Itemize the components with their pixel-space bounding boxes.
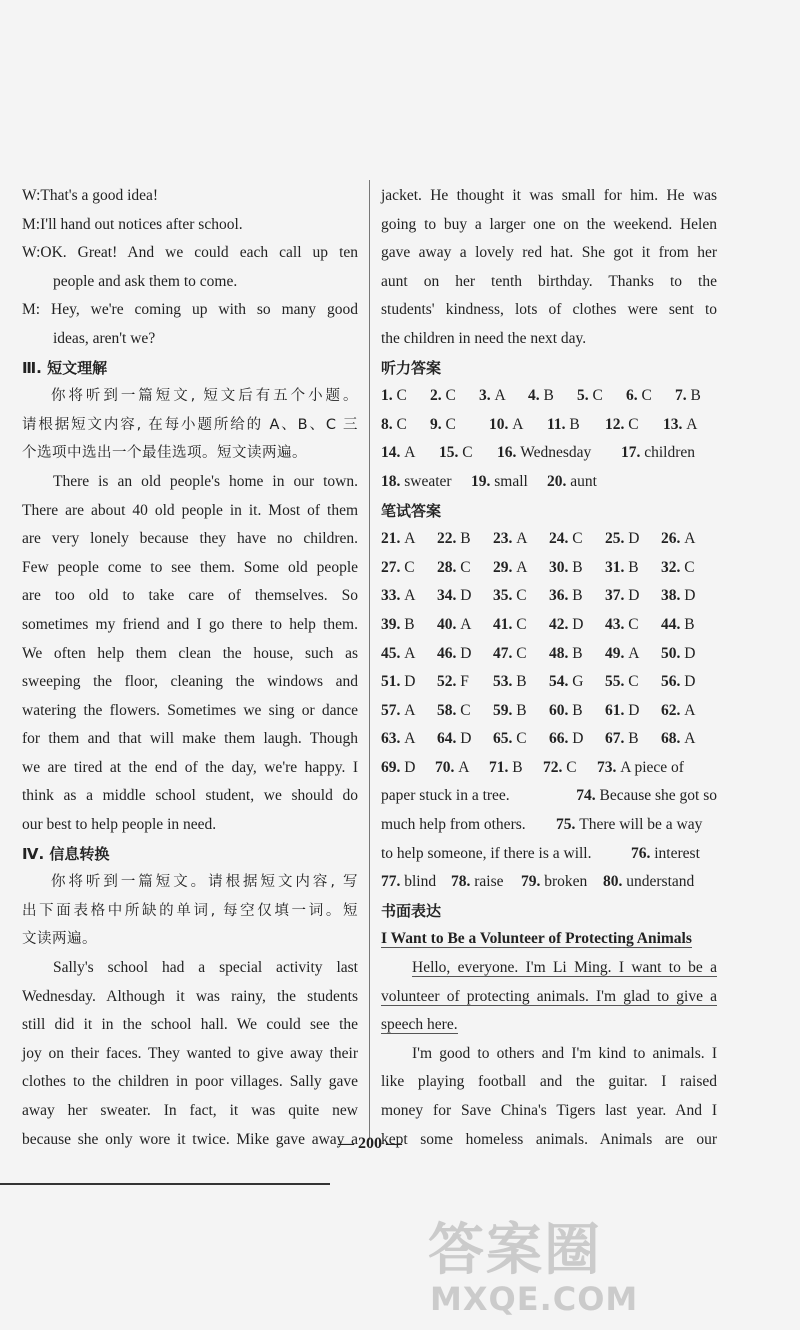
answer-row — [381, 697, 717, 726]
answer-item: 41. C — [493, 615, 527, 633]
passage-line: There are about 40 old people in it. Most of them — [22, 501, 358, 519]
page-number: — 200 — — [338, 1135, 402, 1152]
instruction-line: 出下面表格中所缺的单词, 每空仅填一词。短 — [22, 902, 358, 919]
answer-item: 49. A — [605, 644, 640, 662]
answer-item: 2. C — [430, 387, 456, 405]
passage-line: We often help them clean the house, such as — [22, 644, 358, 662]
answer-item: 48. B — [549, 644, 583, 662]
answer-item: 43. C — [605, 615, 639, 633]
answer-item: 56. D — [661, 673, 696, 691]
answer-item: 17. children — [621, 444, 696, 462]
answer-item: 1. C — [381, 387, 407, 405]
instruction-line: 请根据短文内容, 在每小题所给的 A、B、C 三 — [22, 416, 358, 433]
answer-item: 76. interest — [631, 844, 700, 862]
answer-row — [381, 811, 717, 840]
answer-text: to help someone, if there is a will. — [381, 844, 592, 862]
answer-item: 3. A — [479, 387, 506, 405]
answer-item: 19. small — [471, 472, 528, 490]
listening-answers-heading: 听力答案 — [381, 358, 442, 377]
answer-item: 20. aunt — [547, 472, 597, 490]
passage-line: watering the flowers. Sometimes we sing or dance — [22, 701, 358, 719]
passage-line: our best to help people in need. — [22, 816, 217, 834]
answer-row — [381, 668, 717, 697]
answer-row — [381, 468, 717, 497]
passage — [22, 468, 358, 840]
answer-row — [381, 611, 717, 640]
passage-line: are very lonely because they have no children. — [22, 530, 358, 548]
instruction-line: 你将听到一篇短文, 短文后有五个小题。 — [51, 388, 358, 405]
answer-item: 80. understand — [603, 873, 695, 891]
answer-item: 53. B — [493, 673, 527, 691]
answer-text: much help from others. — [381, 816, 526, 834]
passage-line: sometimes my friend and I go there to help them. — [22, 615, 358, 633]
answer-text: paper stuck in a tree. — [381, 787, 510, 805]
answer-item: 38. D — [661, 587, 696, 605]
answer-item: 62. A — [661, 701, 696, 719]
answer-item: 45. A — [381, 644, 416, 662]
passage-line: Sally's school had a special activity last — [53, 959, 358, 977]
answer-item: 79. broken — [521, 873, 588, 891]
answer-item: 66. D — [549, 730, 584, 748]
answer-item: 54. G — [549, 673, 584, 691]
answer-item: 23. A — [493, 530, 528, 548]
watermark-site: MXQE.COM — [430, 1280, 639, 1318]
passage-line: for them and that will make them laugh. Though — [22, 730, 358, 748]
instruction-line: 文读两遍。 — [22, 931, 97, 948]
passage-line: think as a middle school student, we should do — [22, 787, 358, 805]
answer-item: 50. D — [661, 644, 696, 662]
answer-item: 78. raise — [451, 873, 504, 891]
listening-answers — [381, 382, 717, 496]
answer-item: 58. C — [437, 701, 471, 719]
essay-title: I Want to Be a Volunteer of Protecting Animals — [381, 930, 692, 948]
answer-item: 12. C — [605, 415, 639, 433]
passage-line: we are tired at the end of the day, we're happy. I — [22, 758, 358, 776]
answer-item: 18. sweater — [381, 472, 452, 490]
answer-item: 28. C — [437, 558, 471, 576]
answer-item: 60. B — [549, 701, 583, 719]
passage-line: There is an old people's home in our town. — [53, 472, 358, 490]
answer-item: 71. B — [489, 758, 523, 776]
dialogue-line: W:OK. Great! And we could each call up ten — [22, 244, 358, 262]
answer-item: 61. D — [605, 701, 640, 719]
answer-item: 15. C — [439, 444, 473, 462]
passage-line: going to buy a larger one on the weekend. Helen — [381, 215, 717, 233]
dialogue-line: W:That's a good idea! — [22, 187, 159, 204]
answer-item: 22. B — [437, 530, 471, 548]
answer-item: 55. C — [605, 673, 639, 691]
essay-line: money for Save China's Tigers last year. And I — [381, 1102, 717, 1119]
answer-item: 42. D — [549, 615, 584, 633]
passage-continued — [381, 182, 717, 354]
answer-item: 36. B — [549, 587, 583, 605]
written-answers-heading: 笔试答案 — [381, 501, 442, 520]
dialogue-line: ideas, aren't we? — [53, 329, 156, 347]
answer-item: 52. F — [437, 673, 469, 691]
right-column — [381, 182, 717, 1154]
answer-item: 25. D — [605, 530, 640, 548]
answer-row — [381, 754, 717, 783]
passage-line: students' kindness, lots of clothes were sent to — [381, 301, 717, 319]
essay-line: kept some homeless animals. Animals are our — [381, 1130, 717, 1148]
essay-line: speech here. — [381, 1016, 458, 1034]
answer-item: 44. B — [661, 615, 695, 633]
dialogue-line: people and ask them to come. — [53, 272, 238, 290]
answer-row — [381, 382, 717, 411]
answer-item: 57. A — [381, 701, 416, 719]
essay-line: Hello, everyone. I'm Li Ming. I want to be a — [412, 959, 717, 977]
written-answers — [381, 525, 717, 754]
dialogue-line: M: Hey, we're coming up with so many good — [22, 301, 358, 319]
answer-item: 8. C — [381, 415, 407, 433]
answer-item: 59. B — [493, 701, 527, 719]
passage-line: gave away a lovely red hat. She got it from her — [381, 244, 717, 262]
answer-item: 77. blind — [381, 873, 437, 891]
answer-row — [381, 868, 717, 897]
passage-line: away her sweater. In fact, it was quite new — [22, 1102, 358, 1119]
passage-line: joy on their faces. They wanted to give away their — [22, 1044, 358, 1062]
answer-row — [381, 582, 717, 611]
answer-item: 33. A — [381, 587, 416, 605]
answer-item: 68. A — [661, 730, 696, 748]
answer-item: 67. B — [605, 730, 639, 748]
answer-item: 11. B — [547, 415, 580, 433]
answer-item: 26. A — [661, 530, 696, 548]
answer-item: 21. A — [381, 530, 416, 548]
essay-line: volunteer of protecting animals. I'm glad to give a — [381, 987, 717, 1005]
answer-item: 9. C — [430, 415, 456, 433]
answer-item: 74. Because she got so — [576, 787, 717, 805]
answer-item: 10. A — [489, 415, 524, 433]
answer-item: 16. Wednesday — [497, 444, 592, 462]
instruction-line: 个选项中选出一个最佳选项。短文读两遍。 — [22, 445, 307, 462]
answer-item: 14. A — [381, 444, 416, 462]
answer-item: 73. A piece of — [597, 758, 684, 776]
answer-item: 47. C — [493, 644, 527, 662]
passage-line: jacket. He thought it was small for him. He was — [381, 187, 717, 204]
column-divider — [369, 180, 370, 1140]
answer-item: 63. A — [381, 730, 416, 748]
passage-line: clothes to the children in poor villages. Sally gave — [22, 1073, 358, 1091]
answer-item: 24. C — [549, 530, 583, 548]
section-heading: Ⅳ. 信息转换 — [22, 844, 110, 863]
answer-item: 29. A — [493, 558, 528, 576]
answer-item: 65. C — [493, 730, 527, 748]
passage-line: still did it in the school hall. We could see the — [22, 1016, 358, 1034]
answer-item: 30. B — [549, 558, 583, 576]
watermark-logo — [420, 1200, 780, 1325]
answer-item: 46. D — [437, 644, 472, 662]
passage-line: because she only wore it twice. Mike gave away a — [22, 1130, 358, 1148]
watermark-chars: 答案圈 — [428, 1218, 602, 1283]
answer-item: 31. B — [605, 558, 639, 576]
passage-line: aunt on her tenth birthday. Thanks to the — [381, 272, 717, 290]
answer-row — [381, 640, 717, 669]
answer-item: 13. A — [663, 415, 698, 433]
answer-item: 6. C — [626, 387, 652, 405]
passage-line: Wednesday. Although it was rainy, the students — [22, 987, 358, 1005]
passage-line: are too old to take care of themselves. So — [22, 587, 358, 605]
answer-item: 75. There will be a way — [556, 816, 703, 834]
answer-row — [381, 554, 717, 583]
answer-item: 40. A — [437, 615, 472, 633]
passage — [22, 954, 358, 1154]
essay-line: like playing football and the guitar. I raised — [381, 1073, 717, 1091]
answer-item: 69. D — [381, 758, 416, 776]
answer-item: 35. C — [493, 587, 527, 605]
answer-item: 4. B — [528, 387, 554, 405]
writing-heading: 书面表达 — [381, 901, 442, 920]
answer-row — [381, 439, 717, 468]
answer-item: 34. D — [437, 587, 472, 605]
answer-item: 37. D — [605, 587, 640, 605]
answer-row — [381, 525, 717, 554]
answer-item: 7. B — [675, 387, 701, 405]
answer-item: 72. C — [543, 758, 577, 776]
answer-item: 5. C — [577, 387, 603, 405]
answer-row — [381, 782, 717, 811]
dialogue-line: M:I'll hand out notices after school. — [22, 215, 243, 233]
left-column — [22, 182, 358, 1154]
answer-row — [381, 725, 717, 754]
answer-item: 70. A — [435, 758, 470, 776]
instruction-line: 你将听到一篇短文。请根据短文内容, 写 — [51, 874, 358, 891]
answer-item: 27. C — [381, 558, 415, 576]
passage-line: Few people come to see them. Some old people — [22, 558, 358, 576]
answer-item: 39. B — [381, 615, 415, 633]
answer-item: 64. D — [437, 730, 472, 748]
essay-paragraph — [381, 954, 717, 1040]
answer-row — [381, 840, 717, 869]
answer-row — [381, 411, 717, 440]
answer-item: 32. C — [661, 558, 695, 576]
passage-line: sweeping the floor, cleaning the windows and — [22, 673, 358, 691]
footer-rule — [0, 1183, 330, 1185]
passage-line: the children in need the next day. — [381, 329, 587, 347]
essay-line: I'm good to others and I'm kind to animals. I — [412, 1044, 717, 1062]
answer-item: 51. D — [381, 673, 416, 691]
section-heading: Ⅲ. 短文理解 — [22, 358, 108, 377]
